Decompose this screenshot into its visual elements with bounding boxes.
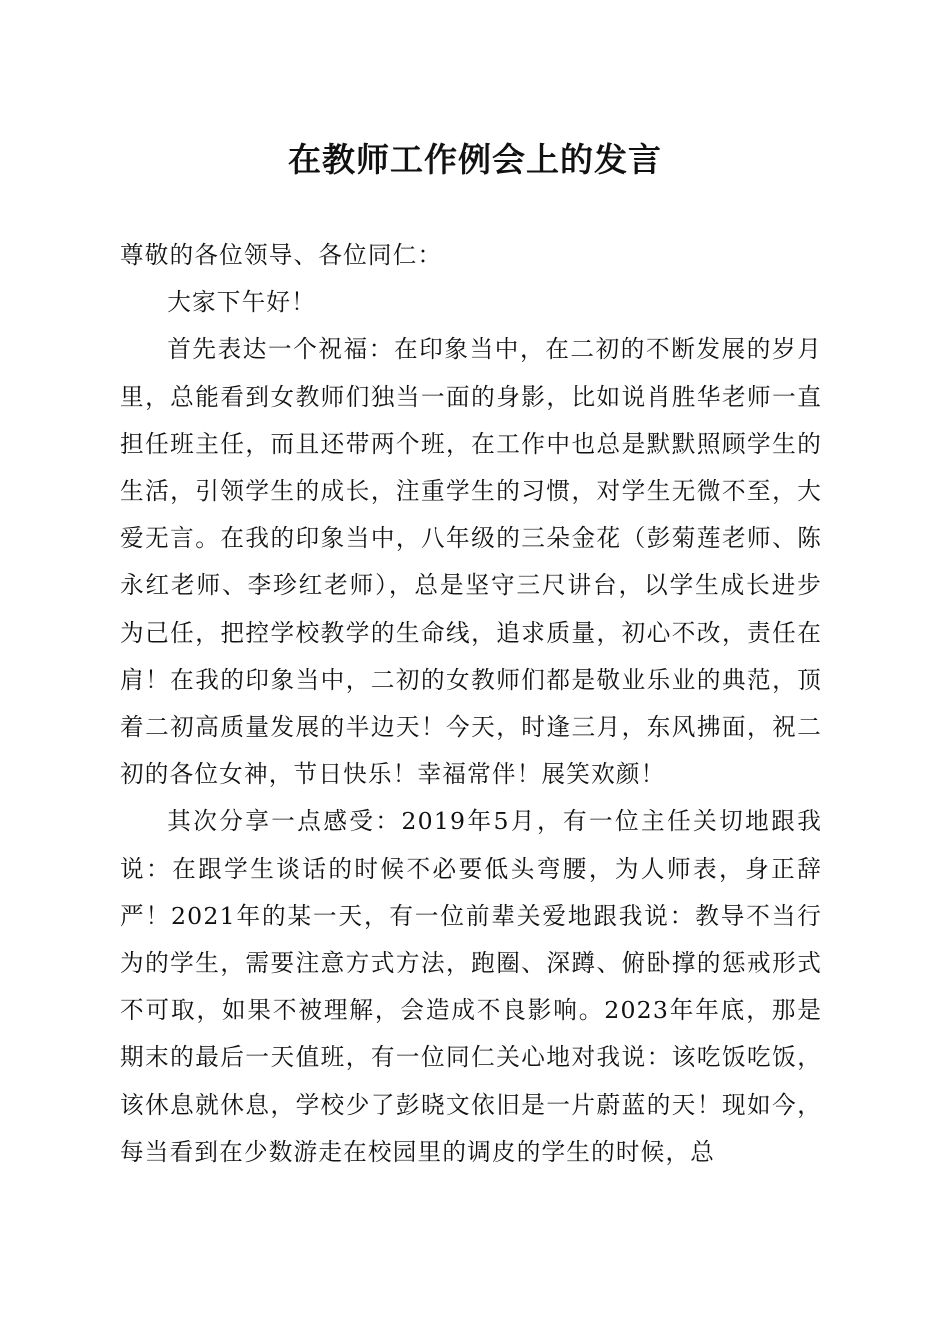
document-body [120, 232, 822, 1176]
paragraph-greeting: 大家下午好！ [167, 288, 316, 317]
paragraph-blessing: 首先表达一个祝福：在印象当中，在二初的不断发展的岁月里，总能看到女教师们独当一面的身影，比如说肖胜华老师一直担任班主任，而且还带两个班，在工作中也总是默默照顾学生的生活，引领学生的成长，注重学生的习惯，对学生无微不至，大爱无言。在我的印象当中，八年级的三朵金花（彭菊莲老师、陈永红老师、李珍红老师），总是坚守三尺讲台，以学生成长进步为己任，把控学校教学的生命线，追求质量，初心不改，责任在肩！在我的印象当中，二初的女教师们都是敬业乐业的典范，顶着二初高质量发展的半边天！今天，时逢三月，东风拂面，祝二初的各位女神，节日快乐！幸福常伴！展笑欢颜！ [120, 335, 822, 789]
salutation: 尊敬的各位领导、各位同仁： [120, 241, 443, 269]
paragraph-reflection: 其次分享一点感受：2019年5月，有一位主任关切地跟我说：在跟学生谈话的时候不必要低头弯腰，为人师表，身正辞严！2021年的某一天，有一位前辈关爱地跟我说：教导不当行为的学生，需要注意方式方法，跑圈、深蹲、俯卧撑的惩戒形式不可取，如果不被理解，会造成不良影响。2023年年底，那是期末的最后一天值班，有一位同仁关心地对我说：该吃饭吃饭，该休息就休息，学校少了彭晓文依旧是一片蔚蓝的天！现如今，每当看到在少数游走在校园里的调皮的学生的时候，总 [120, 807, 822, 1166]
document-title: 在教师工作例会上的发言 [288, 140, 662, 179]
